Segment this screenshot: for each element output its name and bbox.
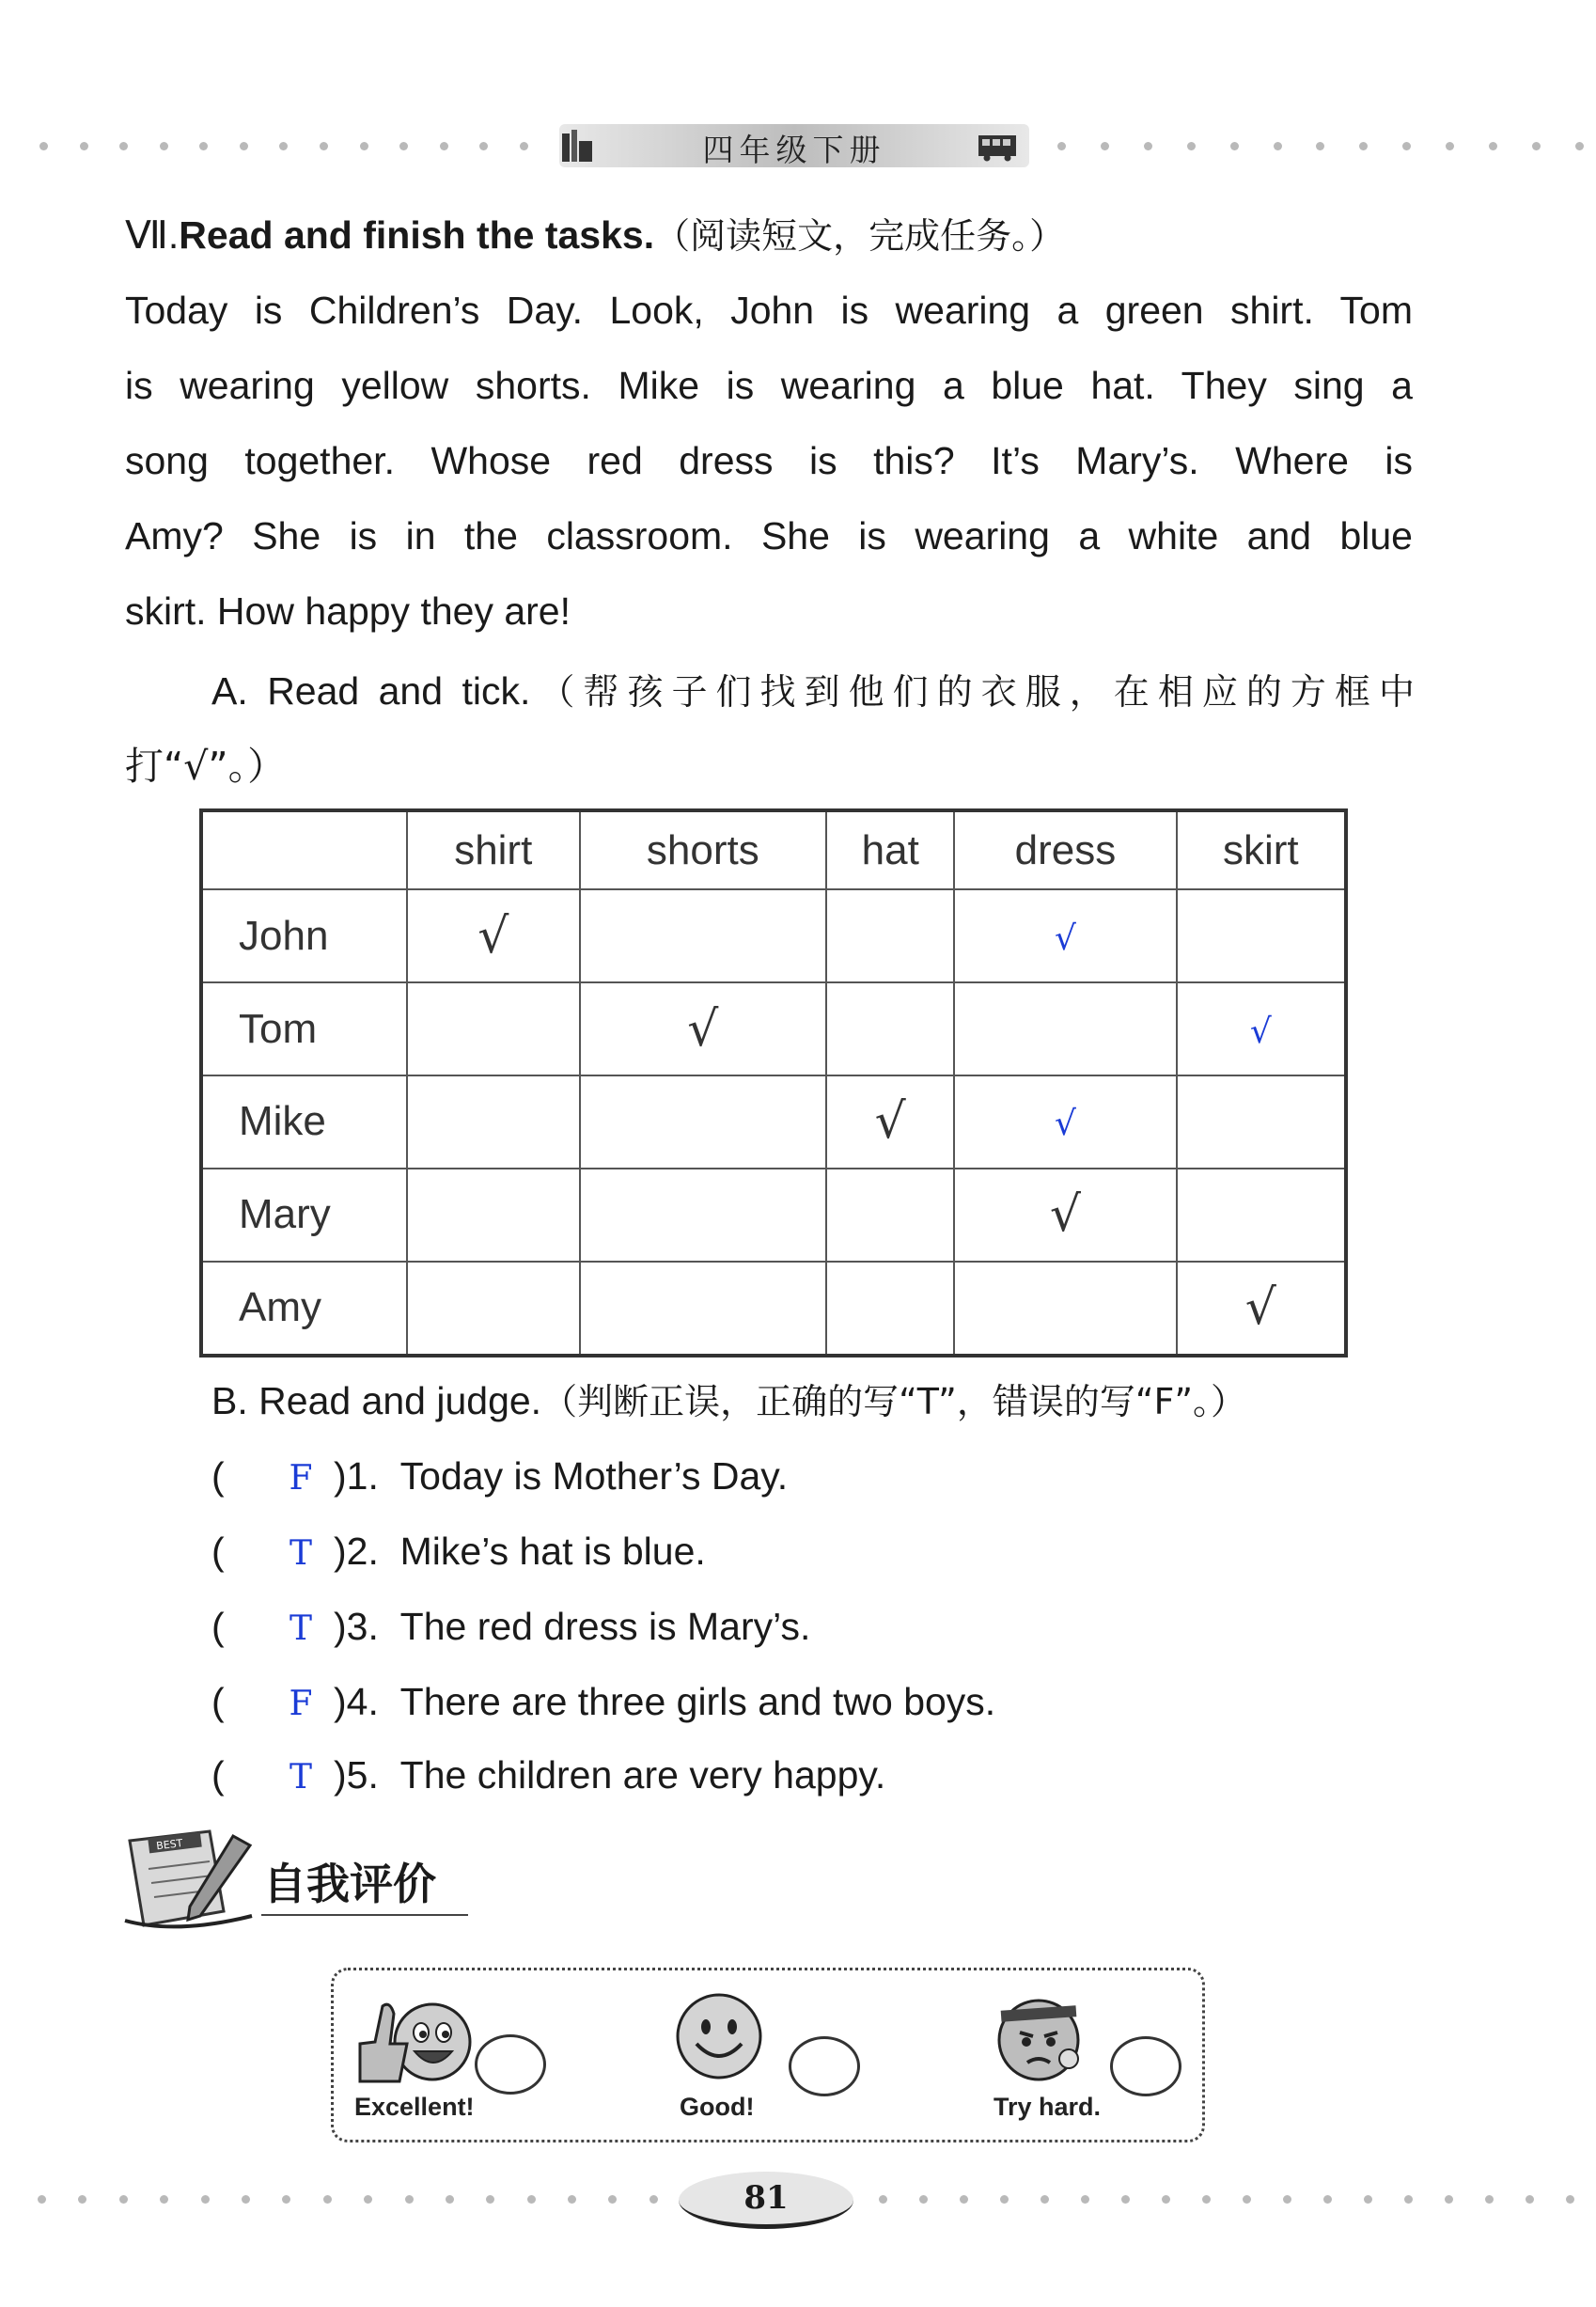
judge-statement: The children are very happy. — [399, 1753, 886, 1797]
tick-cell[interactable] — [954, 1169, 1176, 1262]
judge-answer[interactable]: F — [289, 1459, 313, 1498]
tick-cell[interactable] — [580, 982, 827, 1075]
judge-number: 4. — [346, 1680, 379, 1723]
column-header: shorts — [580, 810, 827, 889]
task-a-instruction-cn: （帮孩子们找到他们的衣服，在相应的方框中 — [530, 671, 1415, 713]
table-row — [201, 1169, 1346, 1262]
footer-dots-left — [38, 2195, 658, 2204]
task-a-instruction-en: Read and tick. — [267, 669, 531, 713]
judge-answer[interactable]: T — [289, 1609, 312, 1648]
smiley-face-icon — [672, 1989, 766, 2083]
handwritten-tick-mark: √ — [1055, 918, 1076, 958]
tick-cell[interactable] — [580, 1075, 827, 1169]
printed-tick-mark: √ — [477, 907, 509, 965]
tick-cell[interactable] — [407, 982, 580, 1075]
passage-line: Today is Children’s Day. Look, John is wearing a green shirt. Tom — [125, 289, 1413, 332]
judge-statement: There are three girls and two boys. — [399, 1680, 996, 1723]
task-b-label: B. — [211, 1379, 248, 1422]
tick-cell[interactable] — [954, 1262, 1176, 1356]
tick-cell[interactable] — [407, 889, 580, 982]
excellent-label: Excellent! — [354, 2093, 475, 2121]
tick-cell[interactable] — [954, 982, 1176, 1075]
tick-cell[interactable] — [580, 889, 827, 982]
judge-item: ( F )1. Today is Mother’s Day. — [211, 1438, 788, 1516]
printed-tick-mark: √ — [687, 1000, 719, 1058]
header-dots-right — [1057, 142, 1584, 150]
good-label: Good! — [680, 2093, 755, 2121]
printed-tick-mark: √ — [1244, 1279, 1276, 1337]
excellent-circle[interactable] — [475, 2034, 546, 2095]
task-a-label: A. — [211, 669, 248, 713]
task-a-instruction — [211, 653, 1415, 730]
handwritten-tick-mark: √ — [1249, 1012, 1272, 1051]
tick-cell[interactable] — [580, 1169, 827, 1262]
row-name: Mary — [201, 1169, 407, 1262]
passage-line: song together. Whose red dress is this? It’s Mary’s. Where is — [125, 439, 1413, 482]
tick-cell[interactable] — [580, 1262, 827, 1356]
column-header: skirt — [1177, 810, 1346, 889]
passage-line: Amy? She is in the classroom. She is wearing a white and blue — [125, 514, 1413, 557]
judge-item: ( T )3. The red dress is Mary’s. — [211, 1589, 810, 1667]
judge-number: 2. — [346, 1530, 379, 1573]
tick-cell[interactable] — [826, 1075, 954, 1169]
self-eval-title: 自我评价 — [263, 1859, 436, 1909]
self-eval-underline — [261, 1914, 468, 1916]
self-eval-box — [331, 1968, 1205, 2142]
tick-cell[interactable] — [826, 1169, 954, 1262]
tick-cell[interactable] — [1177, 982, 1346, 1075]
judge-number: 1. — [346, 1454, 379, 1498]
notepad-pencil-icon — [120, 1822, 261, 1935]
tick-cell[interactable] — [954, 889, 1176, 982]
passage-line: skirt. How happy they are! — [125, 589, 571, 633]
column-header: dress — [954, 810, 1176, 889]
judge-answer[interactable]: T — [289, 1758, 312, 1797]
tick-cell[interactable] — [1177, 1169, 1346, 1262]
table-header-row — [201, 810, 1346, 889]
judge-answer[interactable]: T — [289, 1534, 312, 1573]
try-hard-circle[interactable] — [1110, 2036, 1181, 2096]
judge-statement: Today is Mother’s Day. — [399, 1454, 789, 1498]
judge-statement: Mike’s hat is blue. — [399, 1530, 706, 1573]
table-row — [201, 889, 1346, 982]
judge-item: ( F )4. There are three girls and two boys. — [211, 1664, 995, 1742]
thumbs-up-face-icon — [352, 1987, 475, 2091]
tick-cell[interactable] — [1177, 1262, 1346, 1356]
tick-cell[interactable] — [407, 1169, 580, 1262]
judge-item: ( T )5. The children are very happy. — [211, 1737, 885, 1815]
table-corner-cell — [201, 810, 407, 889]
column-header: shirt — [407, 810, 580, 889]
clothes-table — [199, 808, 1348, 1358]
section-title-cn: （阅读短文，完成任务。） — [654, 215, 1066, 257]
tick-cell[interactable] — [826, 889, 954, 982]
tick-cell[interactable] — [1177, 1075, 1346, 1169]
task-b-instruction-cn: （判断正误，正确的写“T”，错误的写“F”。） — [541, 1381, 1247, 1422]
row-name: John — [201, 889, 407, 982]
tick-cell[interactable] — [407, 1075, 580, 1169]
table-row — [201, 1075, 1346, 1169]
task-b-instruction — [211, 1363, 1246, 1439]
section-title-en: Read and finish the tasks. — [179, 213, 655, 257]
header-dots-left — [39, 142, 528, 150]
notepad-label: BEST — [155, 1837, 184, 1853]
task-a-instruction-cont: 打“√”。） — [125, 744, 287, 789]
judge-number: 3. — [346, 1605, 379, 1648]
page-number: 81 — [679, 2172, 853, 2229]
printed-tick-mark: √ — [1049, 1186, 1082, 1244]
table-row — [201, 982, 1346, 1075]
tick-cell[interactable] — [826, 1262, 954, 1356]
section-roman: Ⅶ. — [125, 213, 180, 257]
row-name: Amy — [201, 1262, 407, 1356]
task-b-instruction-en: Read and judge. — [258, 1379, 542, 1422]
row-name: Tom — [201, 982, 407, 1075]
judge-number: 5. — [346, 1753, 379, 1797]
header-title: 四年级下册 — [702, 132, 886, 168]
judge-item: ( T )2. Mike’s hat is blue. — [211, 1514, 706, 1592]
good-circle[interactable] — [789, 2036, 860, 2096]
handwritten-tick-mark: √ — [1055, 1105, 1076, 1144]
try-hard-label: Try hard. — [994, 2093, 1102, 2121]
printed-tick-mark: √ — [874, 1093, 906, 1151]
footer-dots-right — [879, 2195, 1574, 2204]
reading-passage — [125, 273, 1413, 649]
section-title — [125, 205, 1065, 266]
judge-statement: The red dress is Mary’s. — [399, 1605, 811, 1648]
tick-cell[interactable] — [826, 982, 954, 1075]
tick-cell[interactable] — [407, 1262, 580, 1356]
table-row — [201, 1262, 1346, 1356]
tick-cell[interactable] — [1177, 889, 1346, 982]
passage-line: is wearing yellow shorts. Mike is wearing a blue hat. They sing a — [125, 364, 1413, 407]
tick-cell[interactable] — [954, 1075, 1176, 1169]
judge-answer[interactable]: F — [289, 1685, 313, 1723]
determined-face-icon — [992, 1987, 1086, 2086]
column-header: hat — [826, 810, 954, 889]
row-name: Mike — [201, 1075, 407, 1169]
bus-icon — [978, 133, 1017, 162]
